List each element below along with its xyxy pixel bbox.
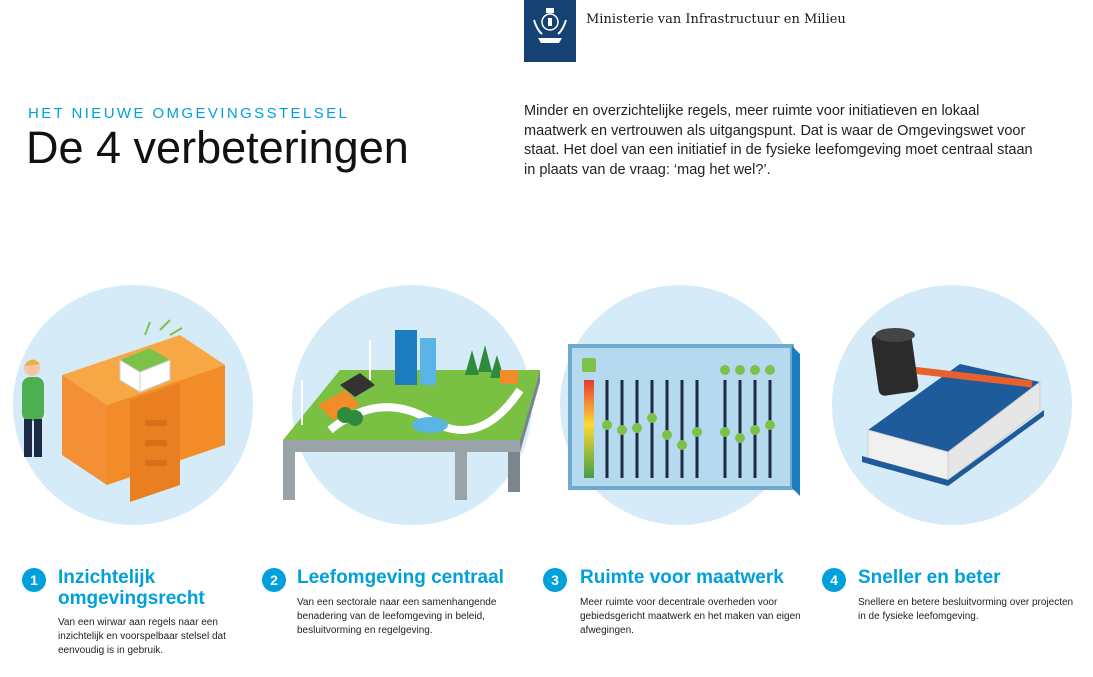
item-desc-1: Van een wirwar aan regels naar een inzichtelijk en voorspelbaar stelsel dat eenvoudig is in gebruik.	[58, 617, 226, 656]
item-number-4: 4	[822, 568, 846, 592]
item-title-2: Leefomgeving centraal	[297, 567, 504, 588]
item-desc-4: Snellere en betere besluitvorming over projecten in de fysieke leefomgeving.	[858, 597, 1074, 622]
item-title-3: Ruimte voor maatwerk	[580, 567, 784, 588]
item-title-4: Sneller en beter	[858, 567, 1001, 588]
ministry-logo	[524, 0, 576, 62]
crest-icon	[524, 0, 576, 62]
section-kicker: HET NIEUWE OMGEVINGSSTELSEL	[28, 105, 350, 122]
item-number-1: 1	[22, 568, 46, 592]
item-number-3: 3	[543, 568, 567, 592]
item-desc-3: Meer ruimte voor decentrale overheden voor gebiedsgericht maatwerk en het maken van eigen afwegingen.	[580, 597, 801, 636]
item-desc-2: Van een sectorale naar een samenhangende benadering van de leefomgeving in beleid, besluitvorming en regelgeving.	[297, 597, 497, 636]
item-number-2: 2	[262, 568, 286, 592]
illustrations	[0, 280, 1093, 540]
ministry-name: Ministerie van Infrastructuur en Milieu	[586, 12, 846, 27]
item-title-1: Inzichtelijk omgevingsrecht	[58, 567, 205, 609]
mixer-illustration	[570, 346, 800, 496]
intro-paragraph: Minder en overzichtelijke regels, meer ruimte voor initiatieven en lokaal maatwerk en vertrouwen als uitgangspunt. Dat is waar de Omgevingswet voor staat. Het doel van een initiatief in de fysieke leefomgeving moet centraal staan in plaats van de vraag: ‘mag het wel?’.	[524, 103, 1033, 178]
page-title: De 4 verbeteringen	[26, 122, 409, 173]
